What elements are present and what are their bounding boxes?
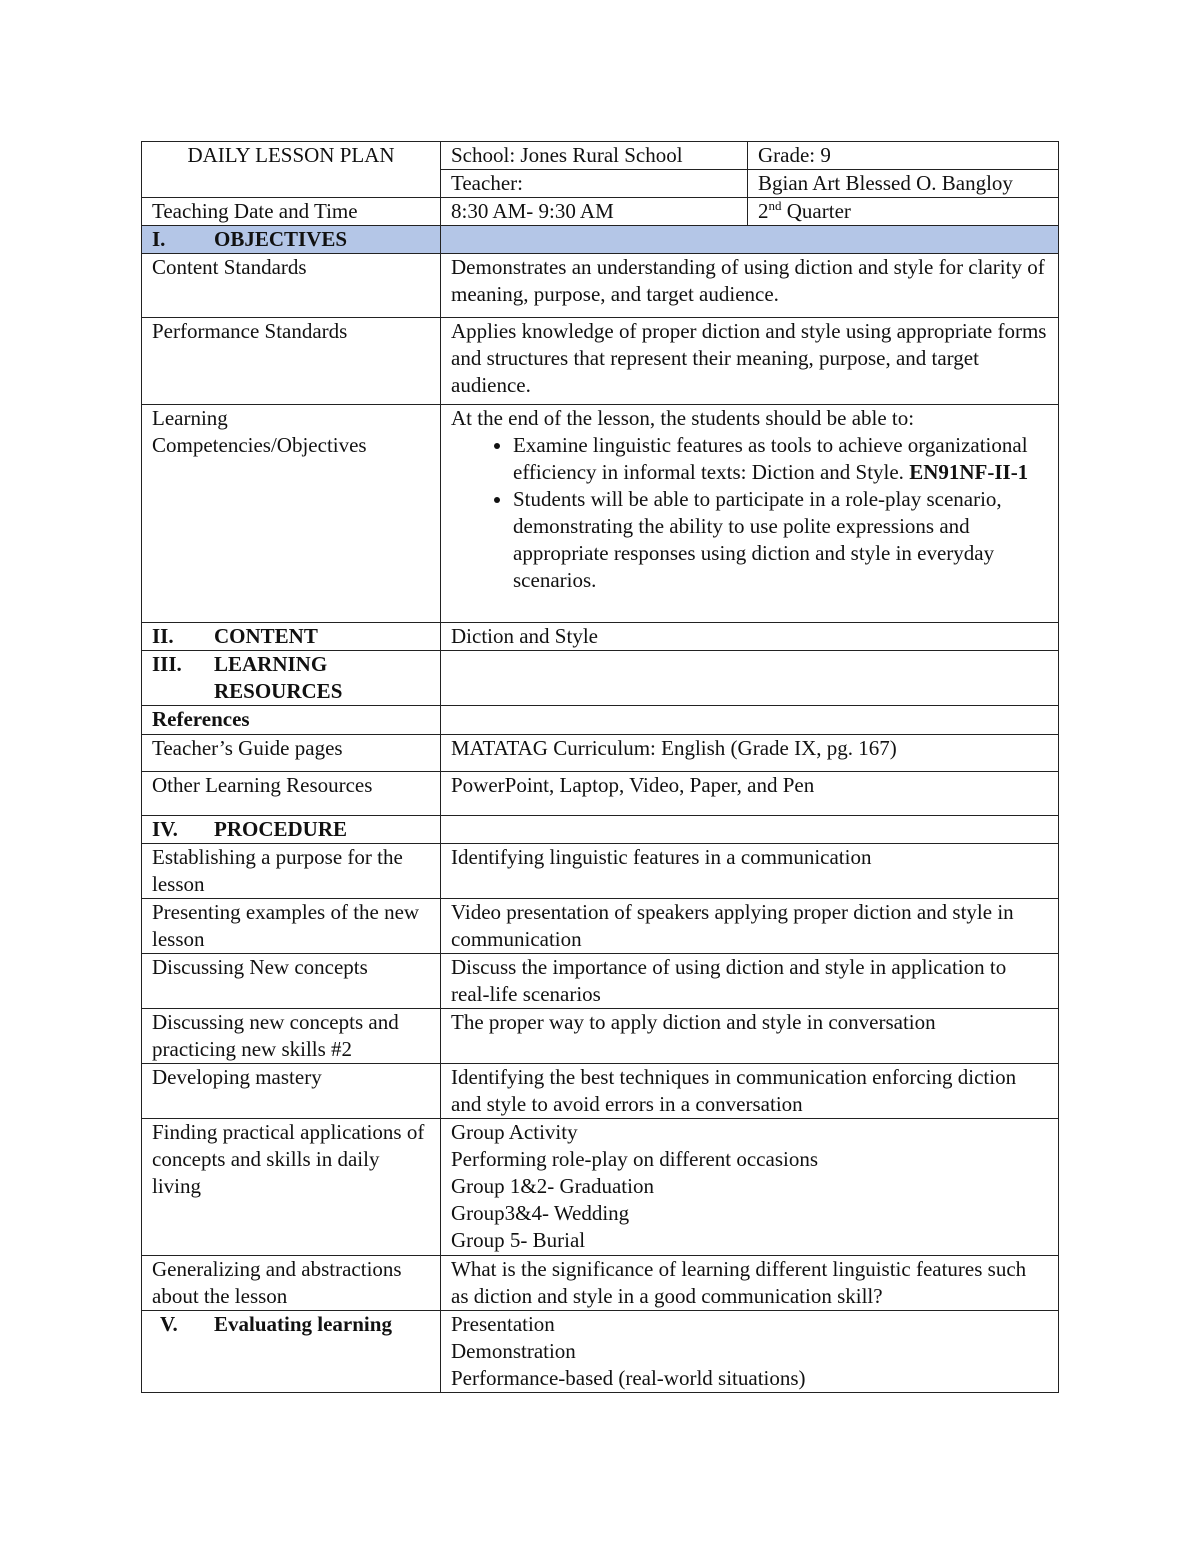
competencies-list xyxy=(451,432,1048,594)
objectives-number: I. xyxy=(152,227,166,251)
other-resources-label: Other Learning Resources xyxy=(142,772,441,816)
evaluation-title: Evaluating learning xyxy=(214,1312,392,1336)
evaluation-line: Presentation xyxy=(451,1312,555,1336)
resources-heading-row xyxy=(142,651,1059,706)
resources-title-2: RESOURCES xyxy=(214,679,343,703)
competency-1-text: Examine linguistic features as tools to achieve organizational efficiency in informal texts: Diction and Style. xyxy=(513,433,1028,484)
practical-line: Group 5- Burial xyxy=(451,1228,586,1252)
content-number: II. xyxy=(152,624,174,648)
evaluation-line: Demonstration xyxy=(451,1339,576,1363)
objectives-heading xyxy=(142,226,441,254)
practical-line: Group 1&2- Graduation xyxy=(451,1174,654,1198)
evaluation-line: Performance-based (real-world situations) xyxy=(451,1366,806,1390)
time-cell: 8:30 AM- 9:30 AM xyxy=(441,198,748,226)
procedure-step-value: Video presentation of speakers applying proper diction and style in communication xyxy=(441,899,1059,954)
objectives-heading-row xyxy=(142,226,1059,254)
content-standards-label: Content Standards xyxy=(142,254,441,318)
date-label: Teaching Date and Time xyxy=(142,198,441,226)
teacher-label: Teacher: xyxy=(441,170,748,198)
quarter-number: 2 xyxy=(758,199,769,223)
generalizing-row xyxy=(142,1256,1059,1311)
header-row-1 xyxy=(142,142,1059,170)
guide-row xyxy=(142,735,1059,772)
content-row xyxy=(142,623,1059,651)
performance-standards-label: Performance Standards xyxy=(142,318,441,405)
generalizing-value: What is the significance of learning different linguistic features such as diction and style in a good communication skill? xyxy=(441,1256,1059,1311)
procedure-title: PROCEDURE xyxy=(214,817,348,841)
competencies-label-line-1: Learning xyxy=(152,406,228,430)
evaluation-heading xyxy=(142,1311,441,1393)
school-cell: School: Jones Rural School xyxy=(441,142,748,170)
teacher-name: Bgian Art Blessed O. Bangloy xyxy=(748,170,1059,198)
competency-item: • Students will be able to participate in a role-play scenario, demonstrating the ability to use polite expressions and appropriate responses using diction and style in everyday scenarios. xyxy=(513,486,1048,594)
competencies-intro: At the end of the lesson, the students should be able to: xyxy=(451,406,915,430)
procedure-step-value: Discuss the importance of using diction and style in application to real-life scenarios xyxy=(441,954,1059,1009)
practical-label: Finding practical applications of concepts and skills in daily living xyxy=(142,1119,441,1256)
competency-item xyxy=(513,432,1048,486)
competencies-content xyxy=(441,405,1059,623)
references-row xyxy=(142,706,1059,735)
procedure-step-value: Identifying the best techniques in communication enforcing diction and style to avoid errors in a conversation xyxy=(441,1064,1059,1119)
procedure-row xyxy=(142,844,1059,899)
grade-cell: Grade: 9 xyxy=(748,142,1059,170)
procedure-row xyxy=(142,954,1059,1009)
quarter-suffix: nd xyxy=(768,198,782,213)
performance-standards-row xyxy=(142,318,1059,405)
practical-row xyxy=(142,1119,1059,1256)
practical-line: Performing role-play on different occasions xyxy=(451,1147,818,1171)
procedure-step-value: The proper way to apply diction and style in conversation xyxy=(441,1009,1059,1064)
generalizing-label: Generalizing and abstractions about the lesson xyxy=(142,1256,441,1311)
quarter-cell xyxy=(748,198,1059,226)
procedure-step-label: Developing mastery xyxy=(142,1064,441,1119)
quarter-word: Quarter xyxy=(781,199,851,223)
references-label: References xyxy=(142,706,441,735)
evaluation-row xyxy=(142,1311,1059,1393)
content-standards-text: Demonstrates an understanding of using diction and style for clarity of meaning, purpose, and target audience. xyxy=(441,254,1059,318)
procedure-step-label: Establishing a purpose for the lesson xyxy=(142,844,441,899)
procedure-number: IV. xyxy=(152,817,178,841)
other-resources-value: PowerPoint, Laptop, Video, Paper, and Pen xyxy=(441,772,1059,816)
objectives-heading-fill xyxy=(441,226,1059,254)
practical-content xyxy=(441,1119,1059,1256)
content-value: Diction and Style xyxy=(441,623,1059,651)
content-heading xyxy=(142,623,441,651)
procedure-step-label: Discussing New concepts xyxy=(142,954,441,1009)
plan-title: DAILY LESSON PLAN xyxy=(142,142,441,198)
lesson-plan-table xyxy=(141,141,1059,1393)
procedure-row xyxy=(142,899,1059,954)
procedure-step-value: Identifying linguistic features in a communication xyxy=(441,844,1059,899)
other-resources-row xyxy=(142,772,1059,816)
competencies-row xyxy=(142,405,1059,623)
evaluation-content xyxy=(441,1311,1059,1393)
content-title: CONTENT xyxy=(214,624,318,648)
competency-code: EN91NF-II-1 xyxy=(909,460,1029,484)
procedure-heading-fill xyxy=(441,816,1059,844)
content-standards-row xyxy=(142,254,1059,318)
procedure-heading xyxy=(142,816,441,844)
competencies-label-line-2: Competencies/Objectives xyxy=(152,433,367,457)
evaluation-number: V. xyxy=(160,1312,178,1336)
procedure-heading-row xyxy=(142,816,1059,844)
resources-number: III. xyxy=(152,652,182,676)
objectives-title: OBJECTIVES xyxy=(214,227,348,251)
resources-heading xyxy=(142,651,441,706)
practical-line: Group3&4- Wedding xyxy=(451,1201,630,1225)
procedure-step-label: Presenting examples of the new lesson xyxy=(142,899,441,954)
practical-line: Group Activity xyxy=(451,1120,578,1144)
procedure-row xyxy=(142,1009,1059,1064)
resources-heading-fill xyxy=(441,651,1059,706)
guide-value: MATATAG Curriculum: English (Grade IX, pg. 167) xyxy=(441,735,1059,772)
procedure-step-label: Discussing new concepts and practicing new skills #2 xyxy=(142,1009,441,1064)
references-fill xyxy=(441,706,1059,735)
procedure-row xyxy=(142,1064,1059,1119)
guide-label: Teacher’s Guide pages xyxy=(142,735,441,772)
header-row-3 xyxy=(142,198,1059,226)
competencies-label xyxy=(142,405,441,623)
performance-standards-text: Applies knowledge of proper diction and style using appropriate forms and structures that represent their meaning, purpose, and target audience. xyxy=(441,318,1059,405)
resources-title-1: LEARNING xyxy=(214,652,328,676)
